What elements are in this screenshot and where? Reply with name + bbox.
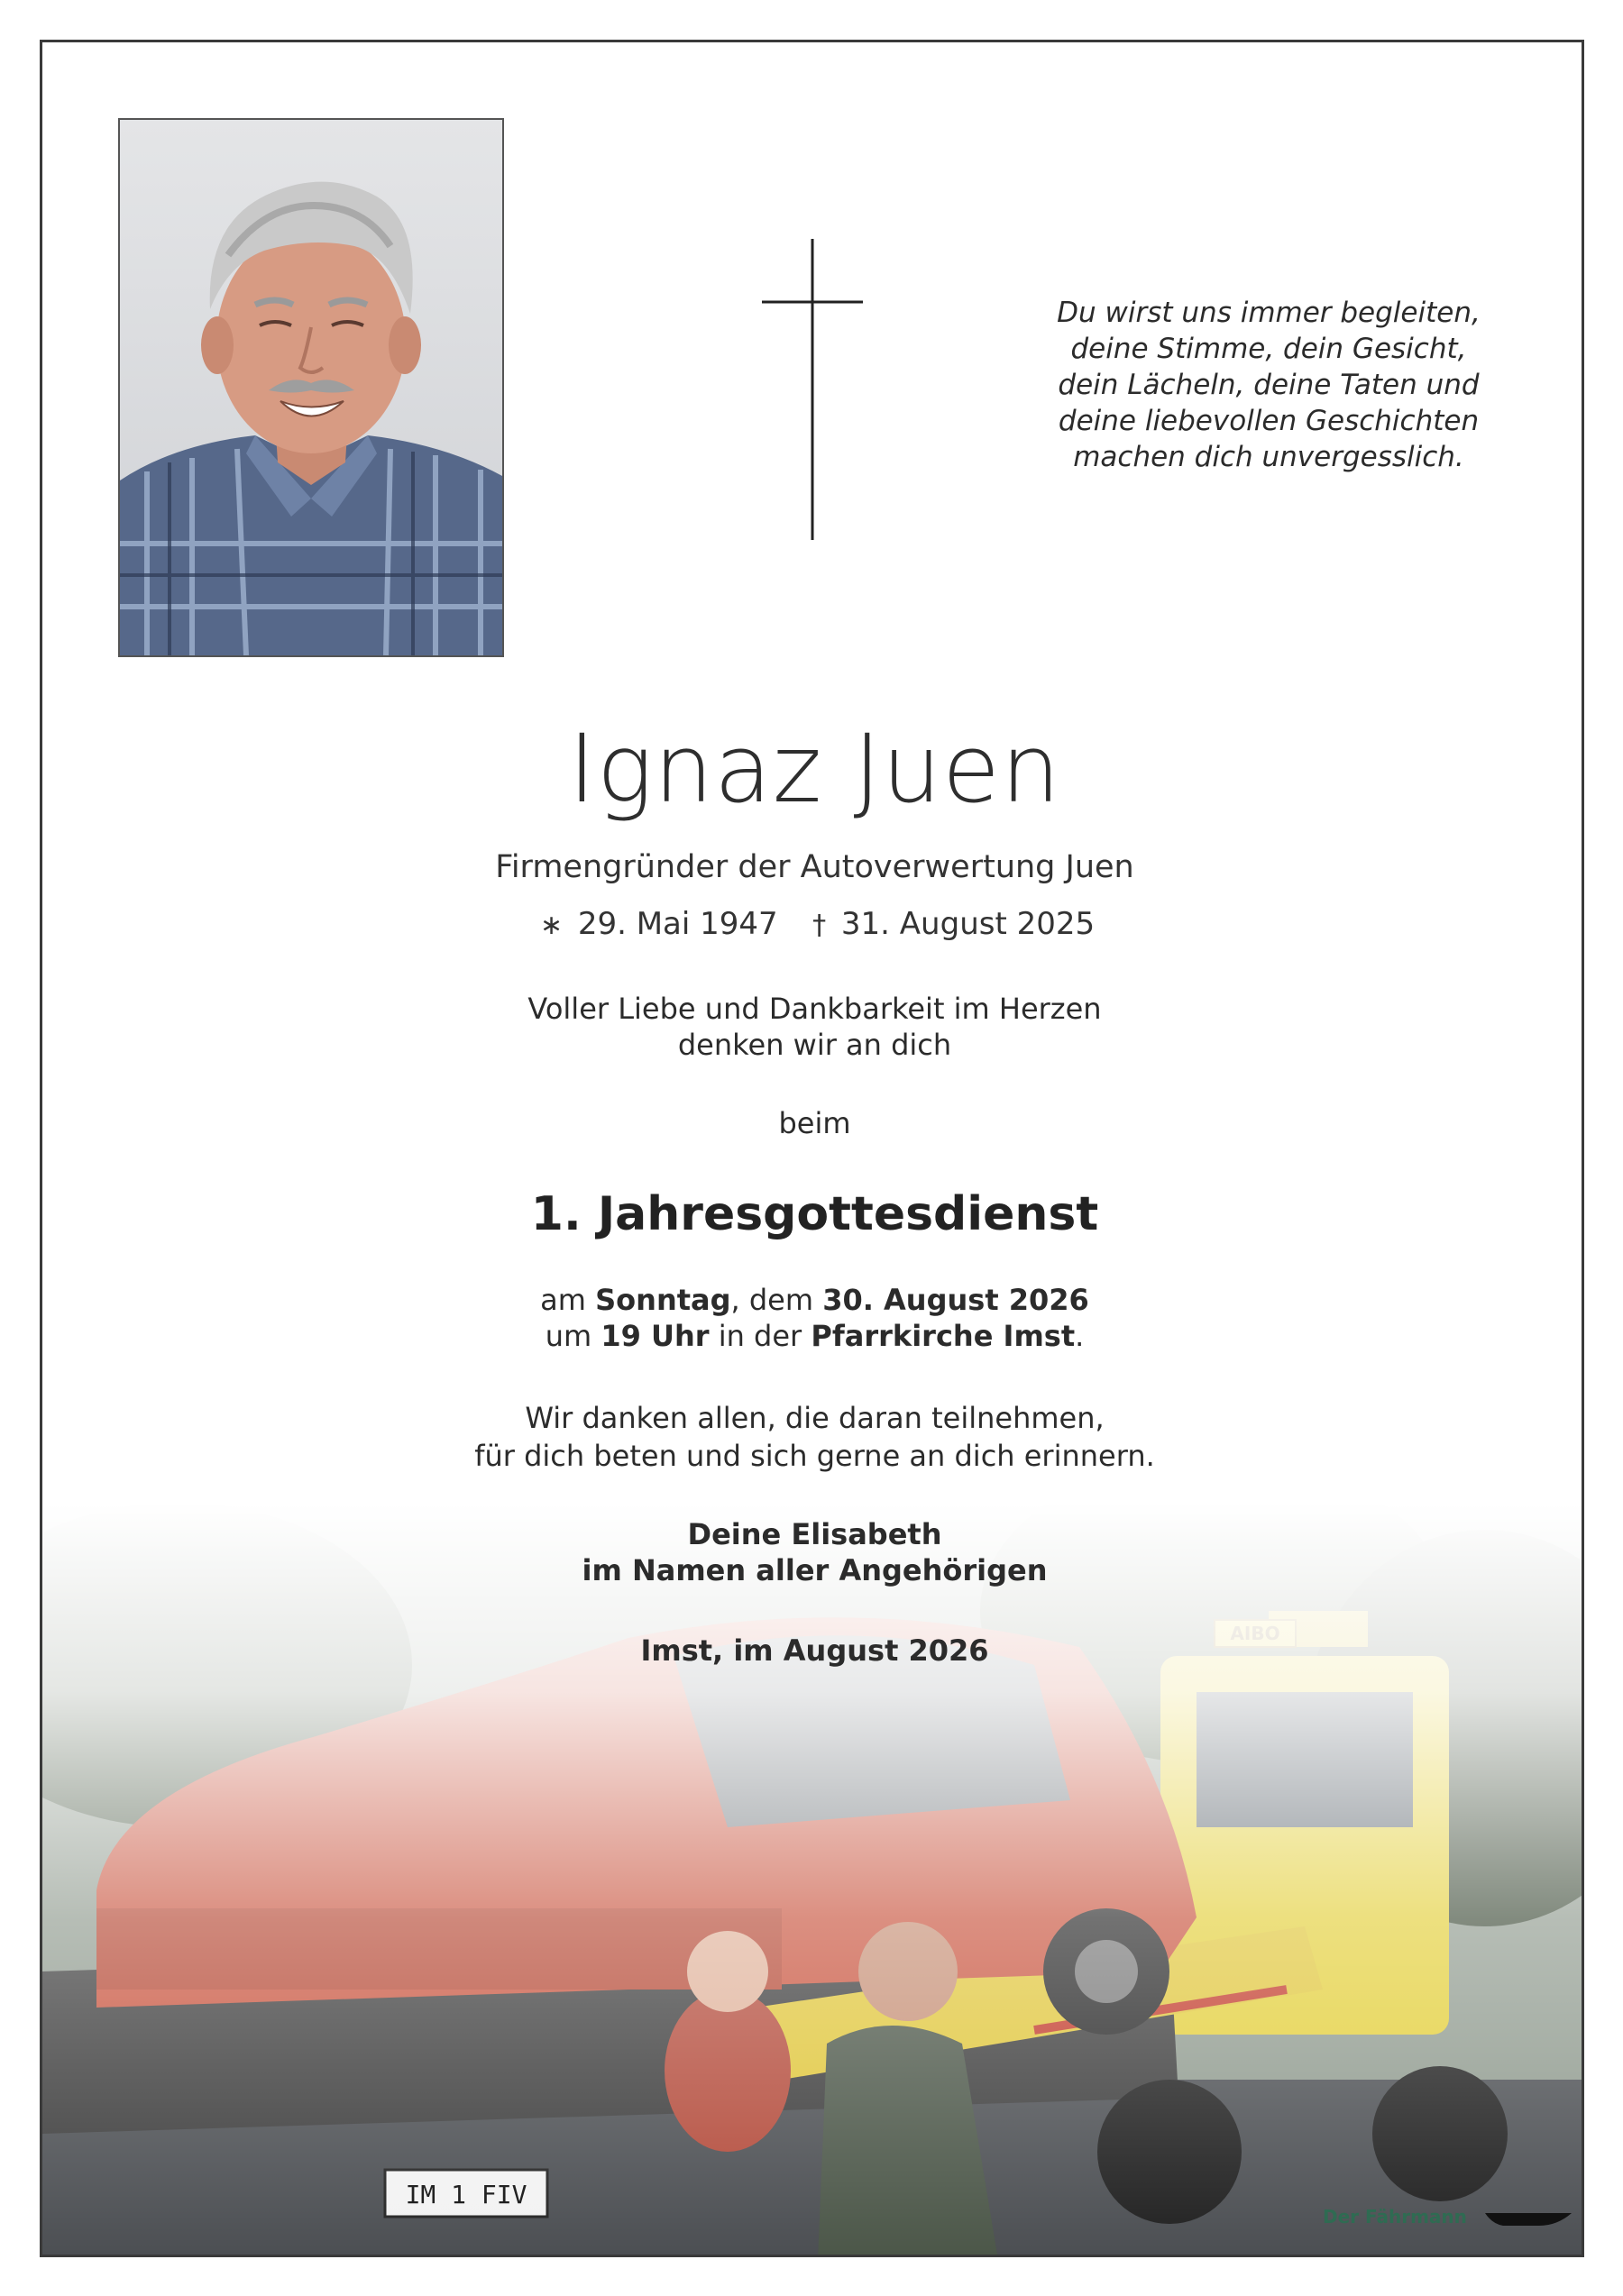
verse-line: deine liebevollen Geschichten (1058, 405, 1480, 437)
death-cross-icon: † (812, 910, 827, 941)
portrait-photo (118, 118, 504, 657)
service-day: Sonntag (595, 1283, 731, 1317)
life-dates (42, 906, 1584, 942)
deceased-name: Ignaz Juen (568, 714, 1061, 824)
verse-line: machen dich unvergesslich. (1073, 441, 1464, 473)
cross-icon (762, 239, 863, 540)
beim-text: beim (778, 1106, 851, 1140)
deceased-role: Firmengründer der Autoverwertung Juen (495, 849, 1134, 885)
service-time-line (42, 1318, 1584, 1354)
service-details (42, 1282, 1584, 1354)
remembrance-line: Voller Liebe und Dankbarkeit im Herzen (527, 992, 1102, 1026)
verse-line: Du wirst uns immer begleiten, (1057, 297, 1481, 329)
place-date: Imst, im August 2026 (640, 1633, 989, 1668)
am-text: am (540, 1283, 586, 1317)
signature-line: Deine Elisabeth (687, 1517, 942, 1551)
verse-line: deine Stimme, dein Gesicht, (1070, 333, 1467, 365)
boat-logo-icon (1485, 2208, 1572, 2227)
birth-star-icon: ∗ (539, 910, 564, 941)
service-title: 1. Jahresgottesdienst (530, 1187, 1099, 1241)
birth-date: 29. Mai 1947 (577, 906, 778, 942)
thanks-line: für dich beten und sich gerne an dich erinnern. (474, 1439, 1155, 1473)
tow-truck-photo (42, 1503, 1584, 2257)
thanks-text (42, 1399, 1584, 1475)
obituary-card (40, 40, 1584, 2257)
signature (42, 1516, 1584, 1588)
um-text: um (545, 1319, 592, 1353)
verse-line: dein Lächeln, deine Taten und (1058, 369, 1480, 401)
service-date: 30. August 2026 (822, 1283, 1089, 1317)
tow-truck-illustration (42, 1503, 1584, 2257)
thanks-line: Wir danken allen, die daran teilnehmen, (525, 1401, 1105, 1435)
brand-name: Der Fährmann (1323, 2206, 1467, 2227)
remembrance-text (42, 991, 1584, 1063)
signature-line: im Namen aller Angehörigen (582, 1553, 1048, 1587)
period: . (1075, 1319, 1085, 1353)
memorial-verse (962, 295, 1575, 475)
dem-text: , dem (730, 1283, 814, 1317)
death-date: 31. August 2025 (840, 906, 1096, 942)
service-time: 19 Uhr (601, 1319, 710, 1353)
service-date-line (42, 1282, 1584, 1318)
portrait-illustration (120, 120, 502, 655)
in-der-text: in der (718, 1319, 802, 1353)
remembrance-line: denken wir an dich (677, 1028, 952, 1062)
service-church: Pfarrkirche Imst (811, 1319, 1076, 1353)
